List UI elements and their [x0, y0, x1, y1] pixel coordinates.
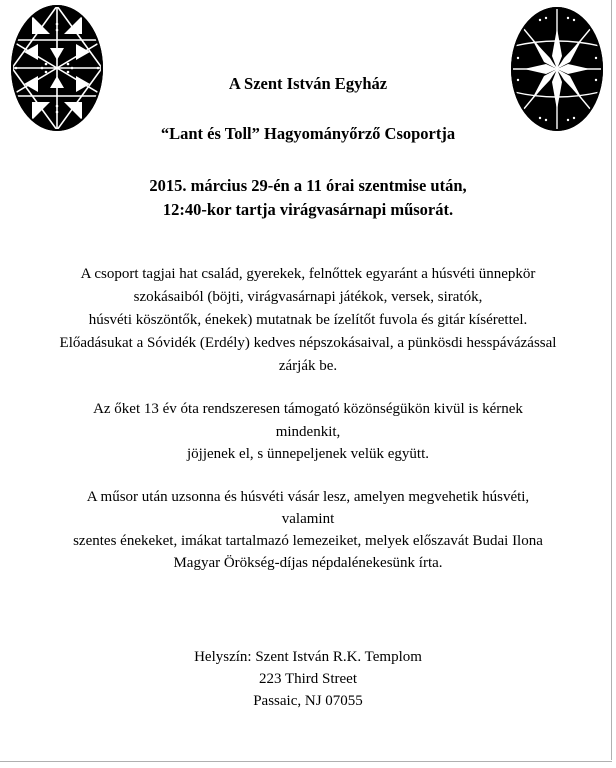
paragraph2-line: Az őket 13 év óta rendszeresen támogató közönségükön kivül is kérnek — [93, 401, 523, 417]
page-border-right — [611, 0, 612, 760]
paragraph1-line: szokásaiból (böjti, virágvasárnapi játékok, versek, siratók, — [133, 289, 483, 305]
paragraph1-line: A csoport tagjai hat család, gyerekek, felnőttek egyaránt a húsvéti ünnepkör — [80, 266, 536, 282]
paragraph2-line: jöjjenek el, s ünnepeljenek velük együtt. — [186, 446, 429, 462]
paragraph3-line: A műsor után uzsonna és húsvéti vásár lesz, amelyen megvehetik húsvéti, — [86, 489, 530, 505]
paragraph1-line: húsvéti köszöntők, énekek) mutatnak be ízelítőt fuvola és gitár kísérettel. — [88, 312, 528, 328]
group-title: “Lant és Toll” Hagyományőrző Csoportja — [160, 124, 456, 143]
paragraph3-line: Magyar Örökség-díjas népdalénekesünk írta. — [173, 555, 443, 571]
paragraph3-line: valamint — [281, 511, 335, 527]
paragraph1-line: Előadásukat a Sóvidék (Erdély) kedves népszokásaival, a pünkösdi hesspávázással — [59, 335, 557, 351]
easter-egg-right-icon — [510, 6, 604, 132]
location-city: Passaic, NJ 07055 — [253, 693, 363, 709]
location-street: 223 Third Street — [258, 671, 358, 687]
church-title: A Szent István Egyház — [228, 74, 388, 93]
date-line-1: 2015. március 29-én a 11 órai szentmise után, — [149, 176, 467, 195]
easter-egg-left-icon — [10, 4, 104, 132]
paragraph3-line: szentes énekeket, imákat tartalmazó lemezeiket, melyek előszavát Budai Ilona — [73, 533, 543, 549]
page-border-bottom — [0, 761, 612, 762]
paragraph1-line: zárják be. — [278, 358, 338, 374]
date-line-2: 12:40-kor tartja virágvasárnapi műsorát. — [162, 200, 454, 219]
location-place: Helyszín: Szent István R.K. Templom — [194, 649, 422, 665]
paragraph2-line: mindenkit, — [275, 424, 341, 440]
